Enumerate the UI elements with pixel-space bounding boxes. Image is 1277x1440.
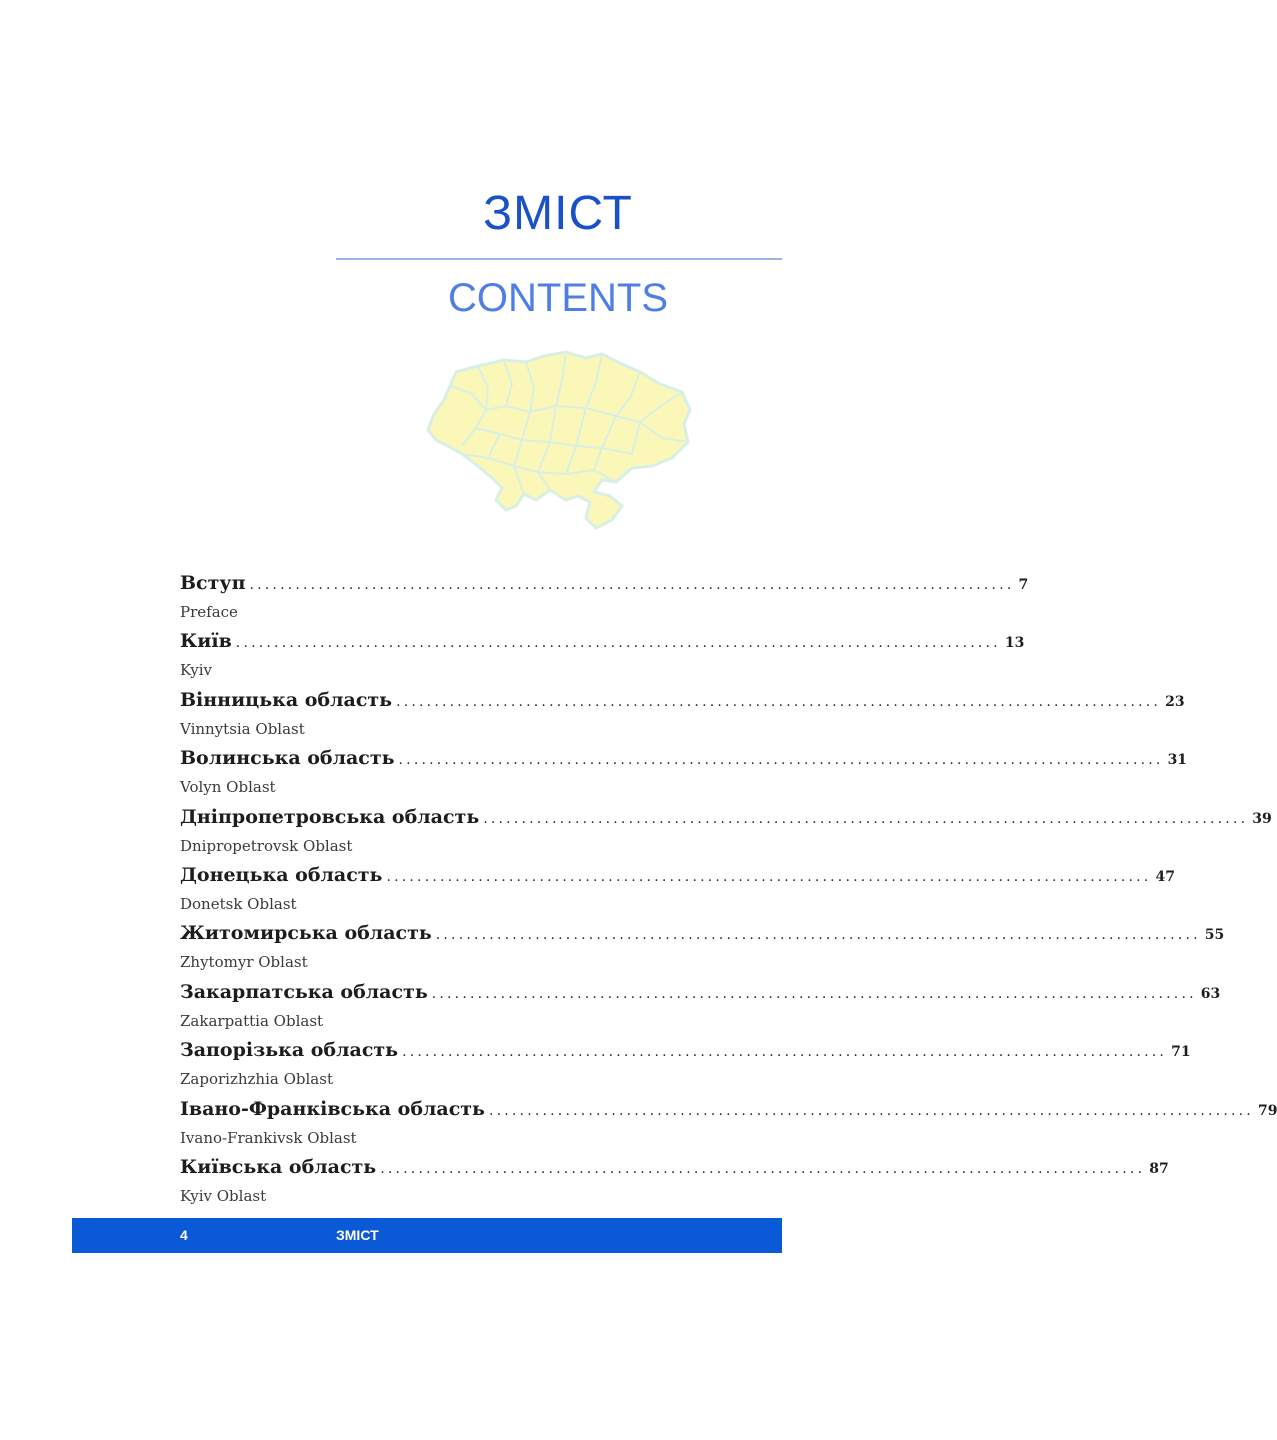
toc-entry-subtitle: Kyiv	[180, 661, 212, 680]
toc-entry[interactable]	[180, 1097, 1277, 1156]
toc-entry-subtitle: Donetsk Oblast	[180, 894, 297, 913]
page-title-en: CONTENTS	[448, 276, 668, 320]
toc-entry-subtitle: Dnipropetrovsk Oblast	[180, 836, 353, 855]
toc-leader-dots: ....................................................................................................	[398, 752, 1164, 769]
toc-entry-page: 71	[1171, 1044, 1191, 1061]
toc-leader-dots: ....................................................................................................	[235, 635, 1001, 652]
toc-entry[interactable]	[180, 805, 1272, 864]
toc-entry[interactable]	[180, 572, 1029, 630]
footer-page-number: 4	[180, 1227, 188, 1243]
toc-leader-dots: ....................................................................................................	[380, 1160, 1146, 1177]
toc-leader-dots: ....................................................................................................	[435, 927, 1201, 944]
toc-entry-title: Запорізька область	[180, 1039, 399, 1062]
toc-entry-page: 87	[1149, 1160, 1169, 1177]
page-title-uk: ЗМІСТ	[483, 187, 633, 240]
toc-entry[interactable]	[180, 688, 1185, 747]
toc-entry-subtitle: Preface	[180, 603, 238, 621]
toc-entry[interactable]	[180, 1039, 1191, 1097]
toc-entry-page: 7	[1018, 577, 1029, 593]
toc-entry-title: Київ	[180, 630, 232, 653]
toc-entry-page: 47	[1155, 868, 1175, 885]
toc-entry-subtitle: Kyiv Oblast	[180, 1186, 267, 1205]
toc-entry-page: 23	[1165, 693, 1185, 710]
toc-entry[interactable]	[180, 863, 1175, 922]
toc-leader-dots: ....................................................................................................	[249, 577, 1015, 593]
toc-entry[interactable]	[180, 980, 1221, 1039]
toc-entry-page: 63	[1200, 985, 1221, 1002]
toc-entry-page: 13	[1004, 635, 1025, 652]
toc-leader-dots: ....................................................................................................	[488, 1102, 1254, 1119]
toc-entry-subtitle: Zhytomyr Oblast	[180, 953, 308, 972]
ukraine-map-icon	[426, 350, 692, 532]
toc-entry[interactable]	[180, 1155, 1169, 1214]
footer-bar	[72, 1218, 782, 1253]
toc-entry-title: Дніпропетровська область	[180, 805, 480, 828]
toc-entry[interactable]	[180, 922, 1225, 980]
toc-entry-page: 39	[1252, 810, 1272, 827]
toc-leader-dots: ....................................................................................................	[386, 868, 1152, 885]
toc-entry-title: Вступ	[180, 572, 246, 594]
toc-entry-title: Житомирська область	[180, 922, 432, 945]
toc-entry-page: 31	[1167, 752, 1188, 769]
toc-entry-title: Вінницька область	[180, 688, 393, 711]
toc-entry-subtitle: Vinnytsia Oblast	[180, 719, 305, 738]
toc-entry-title: Донецька область	[180, 863, 383, 886]
toc-entry-title: Київська область	[180, 1155, 377, 1178]
toc-entry-title: Волинська область	[180, 747, 395, 770]
toc-entry[interactable]	[180, 747, 1188, 805]
toc-leader-dots: ....................................................................................................	[483, 810, 1249, 827]
toc-entry-subtitle: Zakarpattia Oblast	[180, 1011, 324, 1030]
toc-entry-subtitle: Volyn Oblast	[180, 778, 276, 797]
toc-entry-title: Закарпатська область	[180, 980, 428, 1003]
toc-leader-dots: ....................................................................................................	[402, 1044, 1168, 1061]
title-divider	[336, 258, 782, 260]
toc-entry-subtitle: Ivano-Frankivsk Oblast	[180, 1128, 357, 1147]
table-of-contents	[180, 572, 1277, 1214]
footer-section-label: ЗМІСТ	[336, 1227, 379, 1243]
toc-leader-dots: ....................................................................................................	[431, 985, 1197, 1002]
toc-entry[interactable]	[180, 630, 1025, 688]
toc-leader-dots: ....................................................................................................	[396, 693, 1162, 710]
toc-entry-title: Івано-Франківська область	[180, 1097, 485, 1120]
toc-entry-page: 55	[1204, 927, 1225, 944]
toc-entry-page: 79	[1257, 1102, 1277, 1119]
toc-entry-subtitle: Zaporizhzhia Oblast	[180, 1070, 333, 1089]
